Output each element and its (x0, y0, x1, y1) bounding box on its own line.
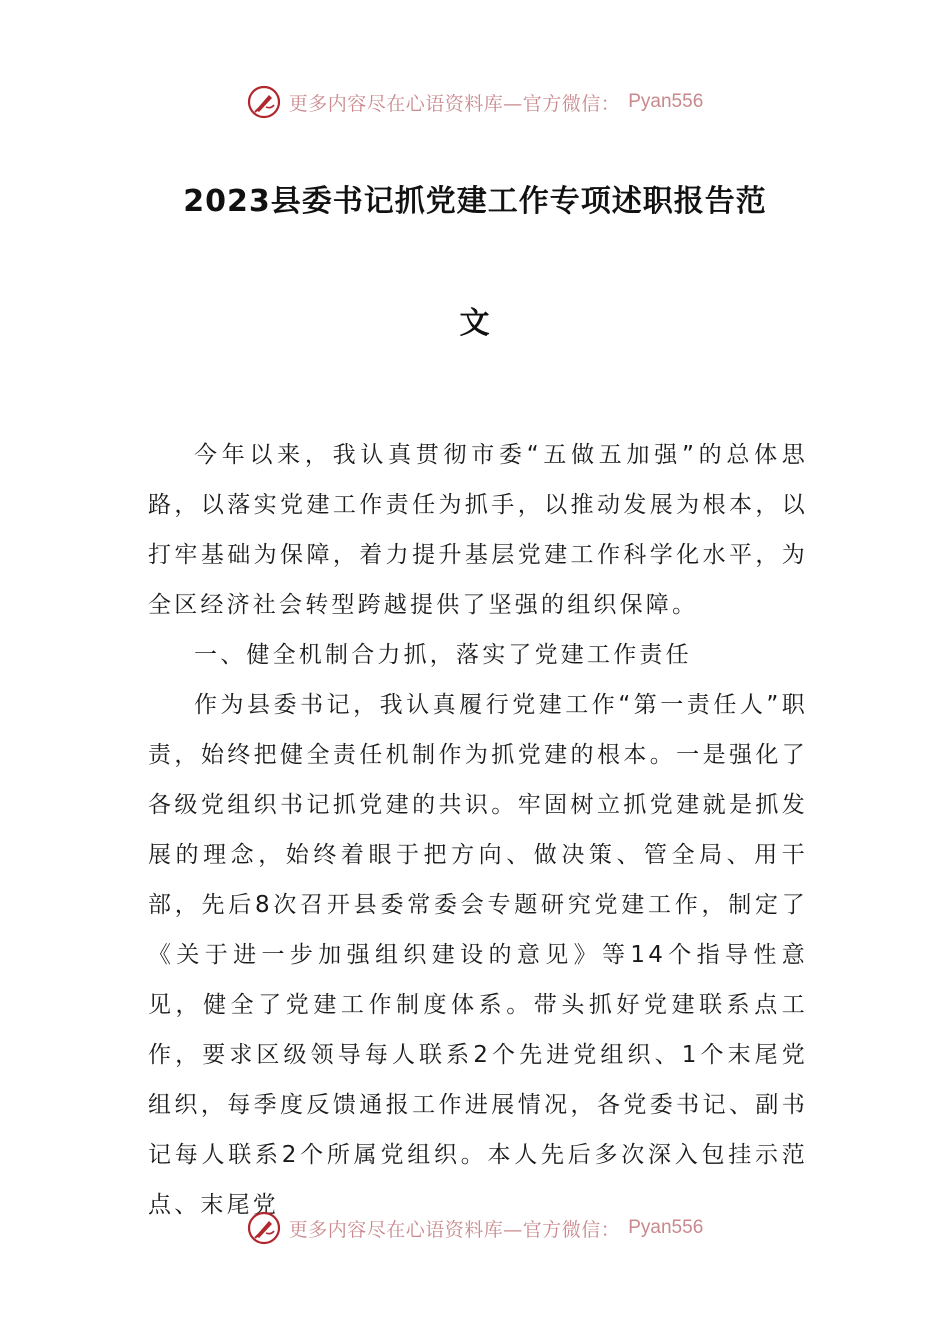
document-title-line1: 2023县委书记抓党建工作专项述职报告范 (183, 184, 767, 219)
paragraph-intro: 今年以来，我认真贯彻市委“五做五加强”的总体思路，以落实党建工作责任为抓手，以推动发展为根本，以打牢基础为保障，着力提升基层党建工作科学化水平，为全区经济社会转型跨越提供了坚强的组织保障。 (148, 442, 808, 618)
section-heading-1: 一、健全机制合力抓，落实了党建工作责任 (194, 642, 692, 668)
paragraph-section-1: 作为县委书记，我认真履行党建工作“第一责任人”职责，始终把健全责任机制作为抓党建的根本。一是强化了各级党组织书记抓党建的共识。牢固树立抓党建就是抓发展的理念，始终着眼于把方向、做决策、管全局、用干部，先后8次召开县委常委会专题研究党建工作，制定了《关于进一步加强组织建设的意见》等14个指导性意见，健全了党建工作制度体系。带头抓好党建联系点工作，要求区级领导每人联系2个先进党组织、1个末尾党组织，每季度反馈通报工作进展情况，各党委书记、副书记每人联系2个所属党组织。本人先后多次深入包挂示范点、末尾党 (148, 692, 808, 1218)
watermark-wechat-id: Pyan556 (628, 91, 704, 112)
watermark-text: 更多内容尽在心语资料库—官方微信： (288, 1218, 621, 1241)
watermark-wechat-id: Pyan556 (628, 1217, 704, 1238)
watermark-banner-bottom (0, 1208, 950, 1248)
watermark-banner-top (0, 82, 950, 122)
watermark-text: 更多内容尽在心语资料库—官方微信： (288, 92, 621, 115)
document-title-line2: 文 (459, 306, 491, 341)
quill-logo-icon (247, 85, 281, 119)
document-body (148, 430, 808, 1230)
quill-logo-icon (247, 1211, 281, 1245)
